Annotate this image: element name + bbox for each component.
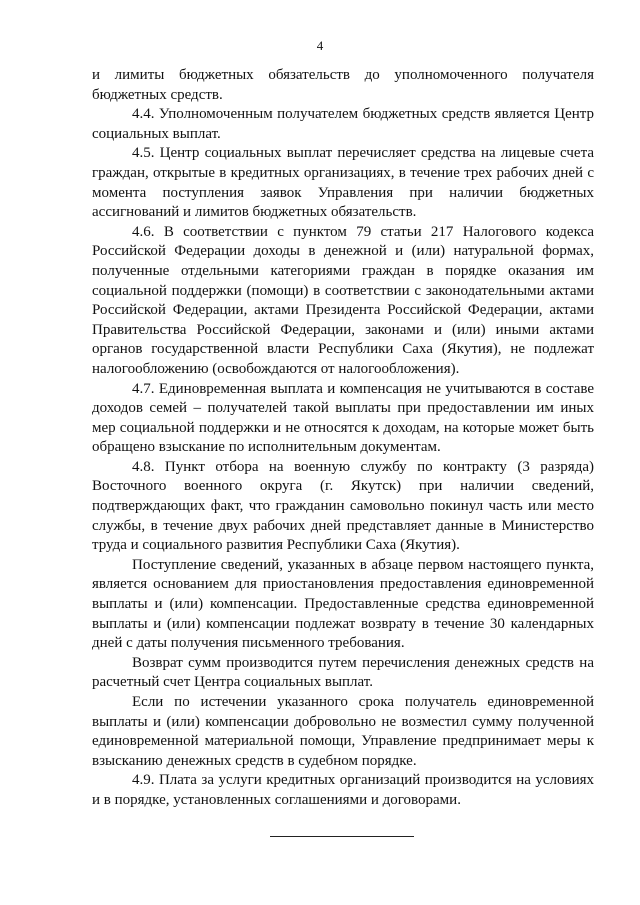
document-body [92,66,594,811]
paragraph-4-6: 4.6. В соответствии с пунктом 79 статьи 217 Налогового кодекса Российской Федерации доходы в денежной и (или) натуральной формах, полученные отдельными категориями граждан в порядке оказания им социальной поддержки (помощи) в соответствии с законодательными актами Российской Федерации, актами Президента Российской Федерации, актами Правительства Российской Федерации, законами и (или) иными актами органов государственной власти Республики Саха (Якутия), не подлежат налогообложению (освобождаются от налогообложения). [92,223,594,377]
paragraph-4-8-information-receipt: Поступление сведений, указанных в абзаце первом настоящего пункта, является основанием для приостановления предоставления единовременной выплаты и (или) компенсации. Предоставленные средства единовременной выплаты и (или) компенсации подлежат возврату в течение 30 календарных дней с даты получения письменного требования. [92,556,594,652]
paragraph-4-8-court-recovery: Если по истечении указанного срока получатель единовременной выплаты и (или) компенсации добровольно не возместил сумму полученной единовременной материальной помощи, Управление предпринимает меры к взысканию денежных средств в судебном порядке. [92,694,594,769]
paragraph-4-7: 4.7. Единовременная выплата и компенсация не учитываются в составе доходов семей – получателей такой выплаты при предоставлении им иных мер социальной поддержки и не относятся к доходам, на которые может быть обращено взыскание по исполнительным документам. [92,380,594,456]
paragraph-continuation: и лимиты бюджетных обязательств до уполномоченного получателя бюджетных средств. [92,67,594,103]
footer-divider [270,836,414,837]
paragraph-4-5: 4.5. Центр социальных выплат перечисляет средства на лицевые счета граждан, открытые в кредитных организациях, в течение трех рабочих дней с момента поступления заявок Управления при наличии бюджетных ассигнований и лимитов бюджетных обязательств. [92,145,594,221]
paragraph-4-8: 4.8. Пункт отбора на военную службу по контракту (3 разряда) Восточного военного округа (г. Якутск) при наличии сведений, подтверждающих факт, что гражданин самовольно покинул часть или место службы, в течение двух рабочих дней представляет данные в Министерство труда и социального развития Республики Саха (Якутия). [92,458,594,554]
paragraph-4-9: 4.9. Плата за услуги кредитных организаций производится на условиях и в порядке, установленных соглашениями и договорами. [92,772,594,808]
paragraph-4-4: 4.4. Уполномоченным получателем бюджетных средств является Центр социальных выплат. [92,106,594,142]
page-number: 4 [316,38,324,53]
paragraph-4-8-refund: Возврат сумм производится путем перечисления денежных средств на расчетный счет Центра социальных выплат. [92,654,594,691]
